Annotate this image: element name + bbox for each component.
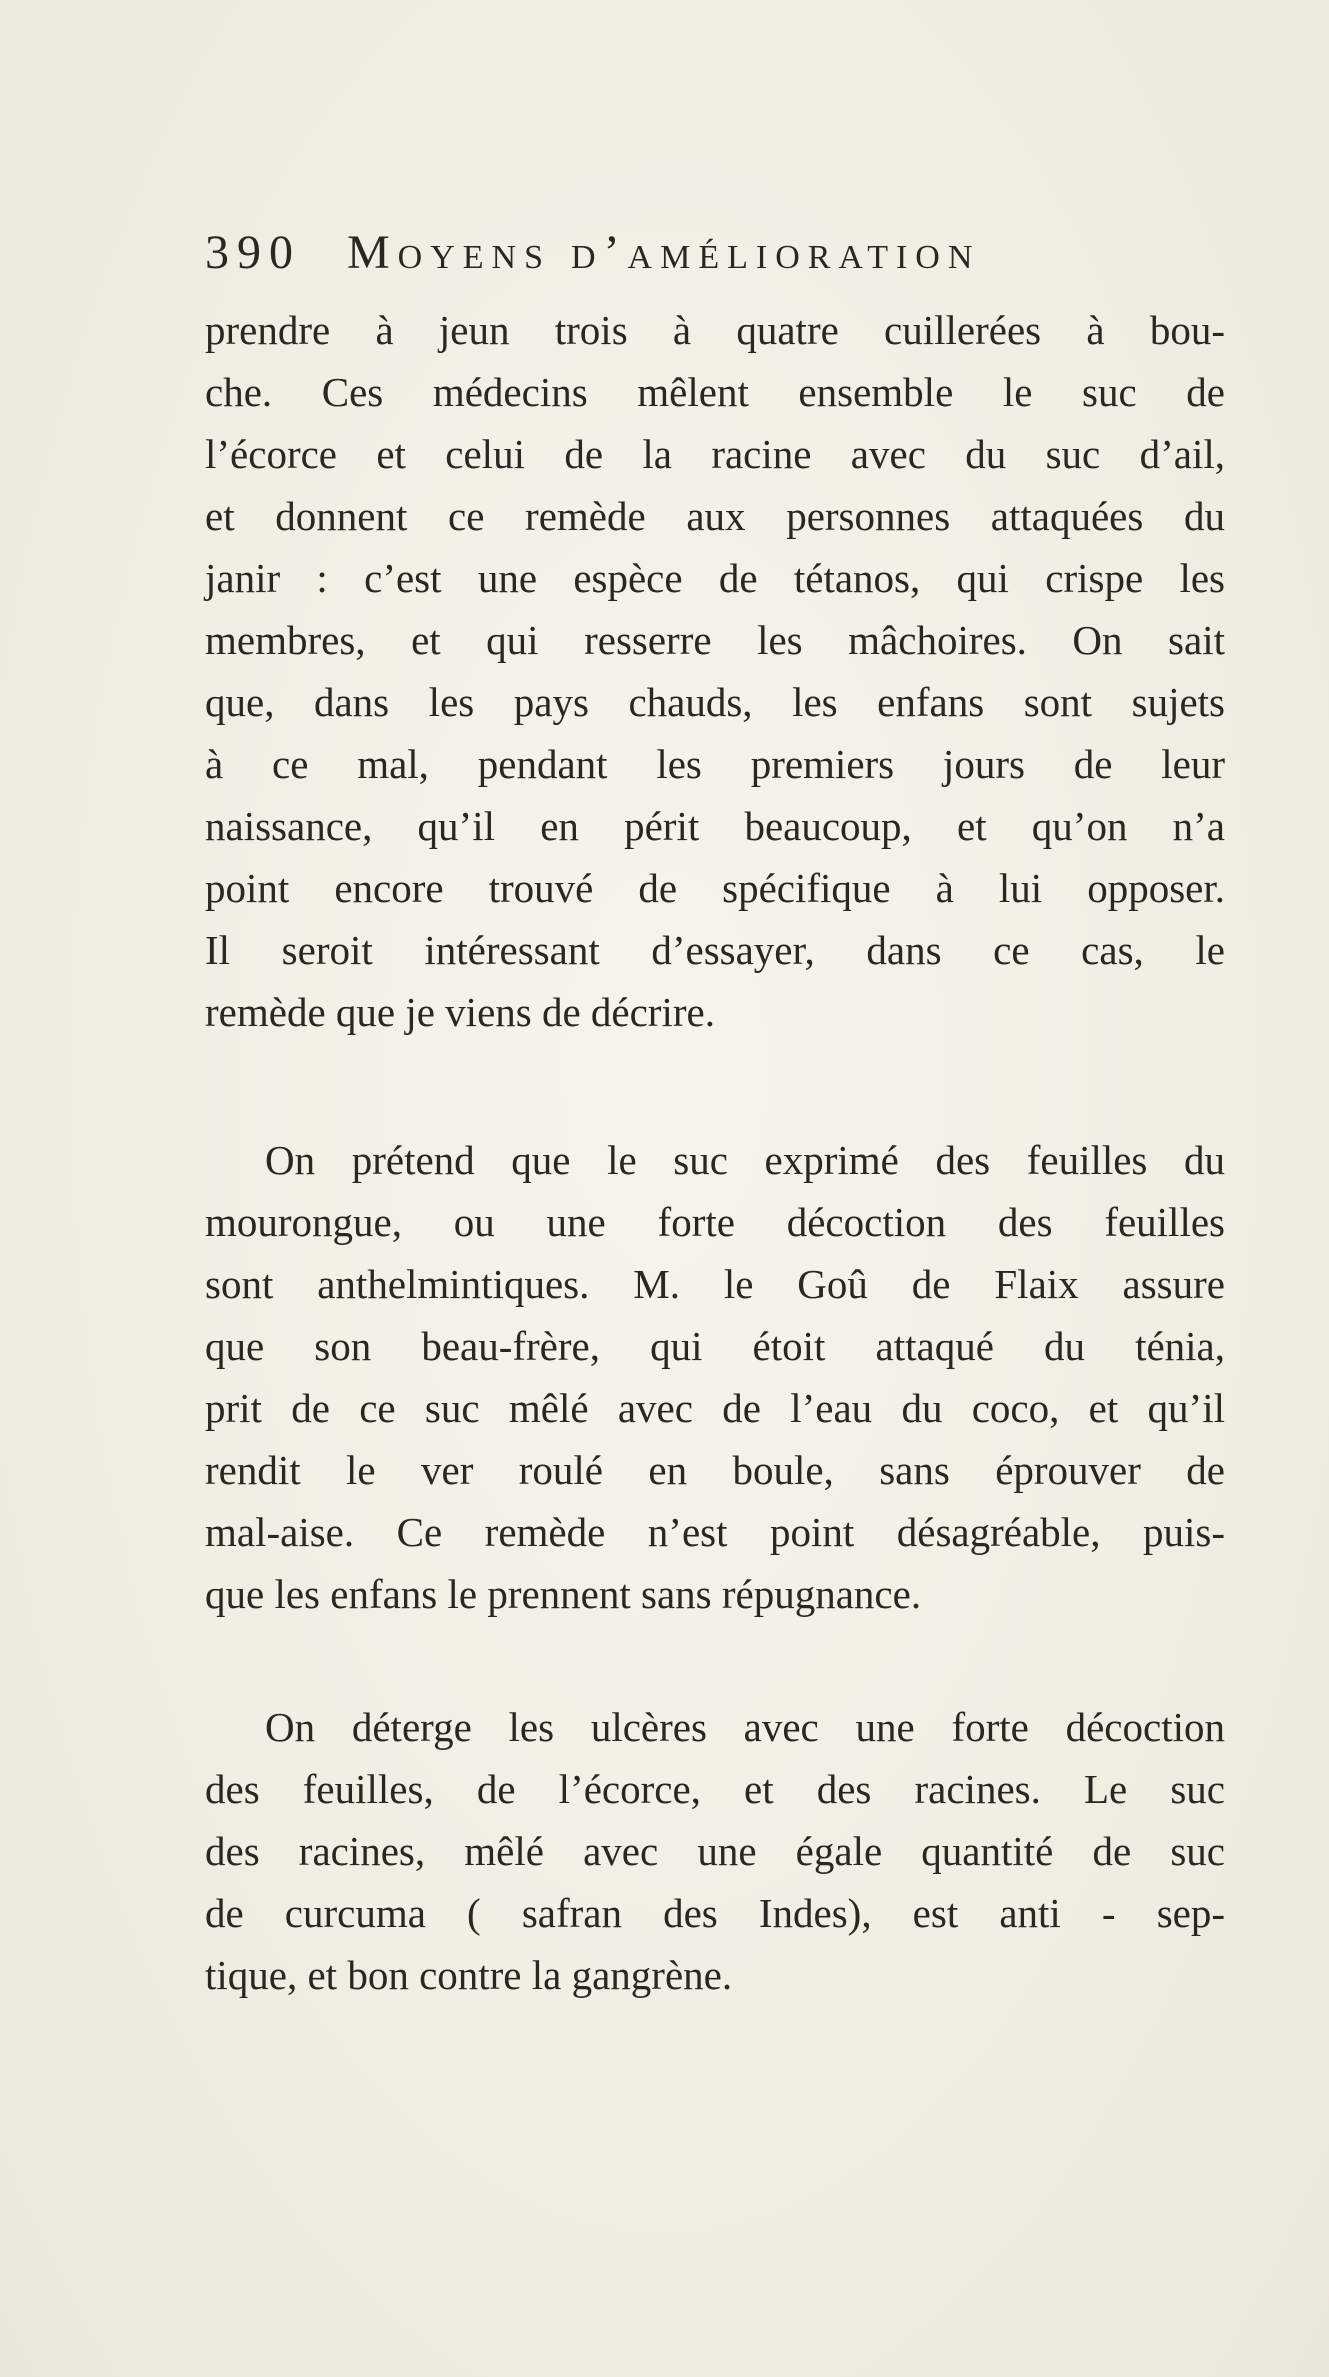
- text-line: des feuilles, de l’écorce, et des racines. Le suc: [205, 1766, 1225, 1812]
- text-line: prendre à jeun trois à quatre cuillerées à bou-: [205, 307, 1225, 353]
- running-title: Moyens d’amélioration: [347, 226, 981, 279]
- text-line: que les enfans le prennent sans répugnance.: [205, 1571, 922, 1617]
- text-line: che. Ces médecins mêlent ensemble le suc de: [205, 369, 1225, 415]
- text-line: rendit le ver roulé en boule, sans éprouver de: [205, 1447, 1225, 1493]
- page-number: 390: [205, 226, 301, 279]
- text-line: et donnent ce remède aux personnes attaquées du: [205, 493, 1225, 539]
- text-line: à ce mal, pendant les premiers jours de leur: [205, 741, 1225, 787]
- text-line: sont anthelmintiques. M. le Goû de Flaix assure: [205, 1261, 1225, 1307]
- text-line: mourongue, ou une forte décoction des feuilles: [205, 1199, 1225, 1245]
- text-line: prit de ce suc mêlé avec de l’eau du coco, et qu’il: [205, 1385, 1225, 1431]
- text-line: janir : c’est une espèce de tétanos, qui crispe les: [205, 555, 1225, 601]
- text-line: de curcuma ( safran des Indes), est anti - sep-: [205, 1890, 1225, 1936]
- text-line: que son beau-frère, qui étoit attaqué du ténia,: [205, 1323, 1225, 1369]
- text-line: membres, et qui resserre les mâchoires. On sait: [205, 617, 1225, 663]
- text-line: Il seroit intéressant d’essayer, dans ce cas, le: [205, 927, 1225, 973]
- text-line: point encore trouvé de spécifique à lui opposer.: [205, 865, 1225, 911]
- text-line: naissance, qu’il en périt beaucoup, et qu’on n’a: [205, 803, 1225, 849]
- text-line: l’écorce et celui de la racine avec du suc d’ail,: [205, 431, 1225, 477]
- running-header: [205, 225, 1225, 295]
- text-line: tique, et bon contre la gangrène.: [205, 1952, 733, 1998]
- text-line: remède que je viens de décrire.: [205, 989, 715, 1035]
- text-line: des racines, mêlé avec une égale quantité de suc: [205, 1828, 1225, 1874]
- text-line: On prétend que le suc exprimé des feuilles du: [265, 1137, 1225, 1183]
- text-line: On déterge les ulcères avec une forte décoction: [265, 1704, 1225, 1750]
- text-line: mal-aise. Ce remède n’est point désagréable, puis-: [205, 1509, 1225, 1555]
- text-line: que, dans les pays chauds, les enfans sont sujets: [205, 679, 1225, 725]
